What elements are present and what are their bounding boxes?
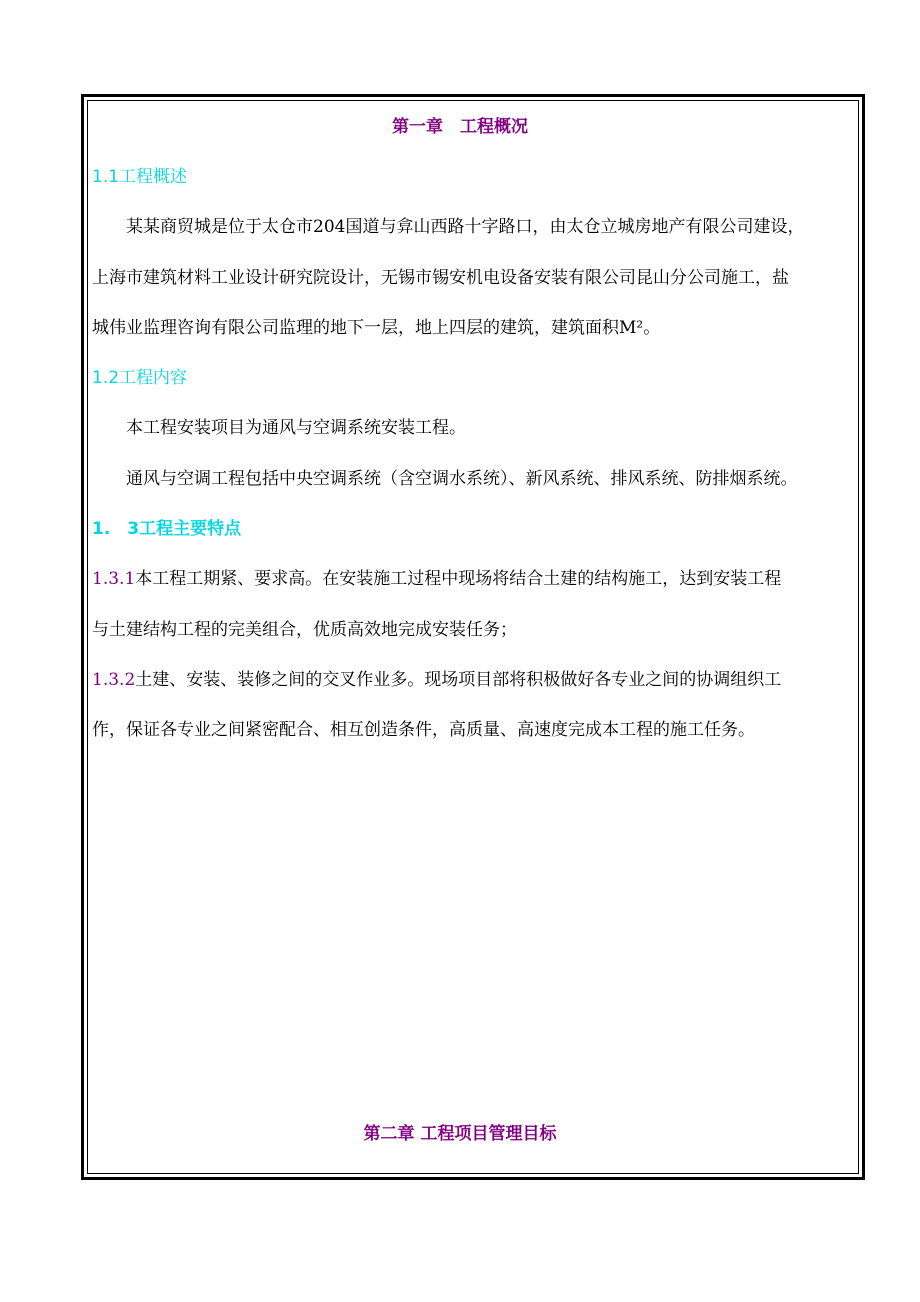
paragraph-line: 通风与空调工程包括中央空调系统（含空调水系统）、新风系统、排风系统、防排烟系统。: [126, 469, 798, 489]
paragraph-line: 与土建结构工程的完美组合，优质高效地完成安装任务；: [92, 620, 517, 640]
chapter-1-title: 第一章 工程概况: [392, 117, 528, 137]
item-1-3-2-line: [92, 670, 781, 690]
paragraph-line: 上海市建筑材料工业设计研究院设计，无锡市锡安机电设备安装有限公司昆山分公司施工，盐: [92, 268, 789, 288]
section-1-3-heading: 1. 3工程主要特点: [92, 519, 242, 539]
item-1-3-1-line: [92, 569, 781, 589]
item-text: 本工程工期紧、要求高。在安装施工过程中现场将结合土建的结构施工，达到安装工程: [135, 569, 782, 589]
item-number: 1.3.1: [92, 569, 136, 589]
section-1-2-heading: 1.2工程内容: [92, 368, 188, 388]
paragraph-line: 作，保证各专业之间紧密配合、相互创造条件，高质量、高速度完成本工程的施工任务。: [92, 720, 755, 740]
item-text: 土建、安装、装修之间的交叉作业多。现场项目部将积极做好各专业之间的协调组织工: [135, 670, 782, 690]
paragraph-line: 城伟业监理咨询有限公司监理的地下一层，地上四层的建筑，建筑面积M²。: [92, 318, 661, 338]
section-1-1-heading: 1.1工程概述: [92, 167, 188, 187]
item-number: 1.3.2: [92, 670, 136, 690]
paragraph-line: 本工程安装项目为通风与空调系统安装工程。: [126, 418, 466, 438]
paragraph-line: 某某商贸城是位于太仓市204国道与弇山西路十字路口，由太仓立城房地产有限公司建设，: [126, 217, 805, 237]
chapter-2-title: 第二章 工程项目管理目标: [363, 1124, 557, 1144]
